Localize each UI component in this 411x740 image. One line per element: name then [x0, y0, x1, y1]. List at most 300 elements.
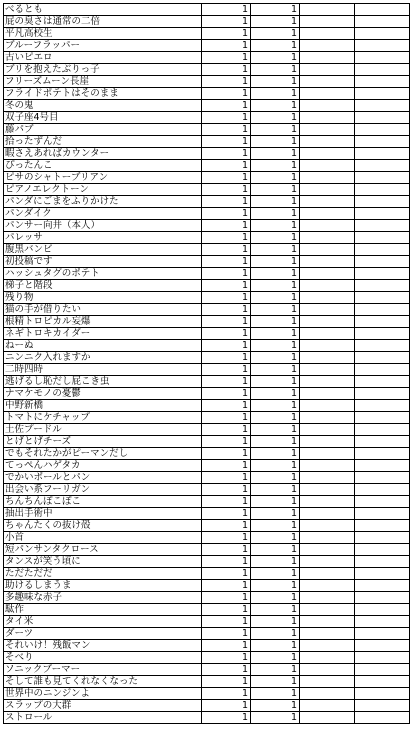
name-cell[interactable]: ソニックブーマー	[4, 664, 202, 676]
empty-cell-2[interactable]	[355, 544, 410, 556]
empty-cell-1[interactable]	[300, 148, 355, 160]
name-cell[interactable]: 世界中のニンジンよ	[4, 688, 202, 700]
value-cell-1[interactable]: 1	[202, 328, 251, 340]
empty-cell-2[interactable]	[355, 88, 410, 100]
empty-cell-2[interactable]	[355, 616, 410, 628]
empty-cell-2[interactable]	[355, 28, 410, 40]
value-cell-1[interactable]: 1	[202, 700, 251, 712]
value-cell-2[interactable]: 1	[251, 244, 300, 256]
value-cell-1[interactable]: 1	[202, 4, 251, 16]
value-cell-1[interactable]: 1	[202, 292, 251, 304]
value-cell-2[interactable]: 1	[251, 340, 300, 352]
empty-cell-1[interactable]	[300, 664, 355, 676]
empty-cell-2[interactable]	[355, 16, 410, 28]
value-cell-1[interactable]: 1	[202, 280, 251, 292]
value-cell-2[interactable]: 1	[251, 460, 300, 472]
empty-cell-2[interactable]	[355, 40, 410, 52]
value-cell-2[interactable]: 1	[251, 76, 300, 88]
empty-cell-2[interactable]	[355, 124, 410, 136]
value-cell-1[interactable]: 1	[202, 16, 251, 28]
empty-cell-1[interactable]	[300, 256, 355, 268]
name-cell[interactable]: トマトにケチャップ	[4, 412, 202, 424]
value-cell-1[interactable]: 1	[202, 364, 251, 376]
empty-cell-1[interactable]	[300, 76, 355, 88]
value-cell-1[interactable]: 1	[202, 304, 251, 316]
value-cell-1[interactable]: 1	[202, 568, 251, 580]
value-cell-2[interactable]: 1	[251, 28, 300, 40]
value-cell-2[interactable]: 1	[251, 220, 300, 232]
value-cell-1[interactable]: 1	[202, 376, 251, 388]
name-cell[interactable]: 多趣味な赤子	[4, 592, 202, 604]
empty-cell-1[interactable]	[300, 712, 355, 724]
empty-cell-1[interactable]	[300, 436, 355, 448]
value-cell-2[interactable]: 1	[251, 316, 300, 328]
empty-cell-1[interactable]	[300, 136, 355, 148]
empty-cell-2[interactable]	[355, 496, 410, 508]
value-cell-2[interactable]: 1	[251, 640, 300, 652]
value-cell-1[interactable]: 1	[202, 232, 251, 244]
value-cell-2[interactable]: 1	[251, 388, 300, 400]
value-cell-1[interactable]: 1	[202, 136, 251, 148]
name-cell[interactable]: 小首	[4, 532, 202, 544]
value-cell-2[interactable]: 1	[251, 40, 300, 52]
value-cell-1[interactable]: 1	[202, 688, 251, 700]
empty-cell-2[interactable]	[355, 76, 410, 88]
name-cell[interactable]: べるとも	[4, 4, 202, 16]
name-cell[interactable]: 短パンサンタクロース	[4, 544, 202, 556]
value-cell-2[interactable]: 1	[251, 448, 300, 460]
empty-cell-2[interactable]	[355, 508, 410, 520]
empty-cell-1[interactable]	[300, 220, 355, 232]
value-cell-2[interactable]: 1	[251, 544, 300, 556]
value-cell-1[interactable]: 1	[202, 448, 251, 460]
value-cell-1[interactable]: 1	[202, 604, 251, 616]
value-cell-2[interactable]: 1	[251, 652, 300, 664]
empty-cell-2[interactable]	[355, 316, 410, 328]
name-cell[interactable]: 初投稿です	[4, 256, 202, 268]
empty-cell-2[interactable]	[355, 376, 410, 388]
empty-cell-1[interactable]	[300, 40, 355, 52]
value-cell-1[interactable]: 1	[202, 592, 251, 604]
value-cell-2[interactable]: 1	[251, 136, 300, 148]
empty-cell-1[interactable]	[300, 532, 355, 544]
empty-cell-1[interactable]	[300, 472, 355, 484]
value-cell-2[interactable]: 1	[251, 16, 300, 28]
name-cell[interactable]: 暇さえあればカウンター	[4, 148, 202, 160]
value-cell-2[interactable]: 1	[251, 364, 300, 376]
empty-cell-2[interactable]	[355, 232, 410, 244]
name-cell[interactable]: ストロール	[4, 712, 202, 724]
empty-cell-2[interactable]	[355, 112, 410, 124]
empty-cell-1[interactable]	[300, 520, 355, 532]
value-cell-2[interactable]: 1	[251, 604, 300, 616]
name-cell[interactable]: フライドポテトはそのまま	[4, 88, 202, 100]
value-cell-2[interactable]: 1	[251, 88, 300, 100]
name-cell[interactable]: ねーぬ	[4, 340, 202, 352]
empty-cell-1[interactable]	[300, 112, 355, 124]
empty-cell-1[interactable]	[300, 160, 355, 172]
value-cell-2[interactable]: 1	[251, 436, 300, 448]
name-cell[interactable]: ネギトロキカイダー	[4, 328, 202, 340]
value-cell-2[interactable]: 1	[251, 292, 300, 304]
empty-cell-1[interactable]	[300, 616, 355, 628]
empty-cell-1[interactable]	[300, 556, 355, 568]
value-cell-1[interactable]: 1	[202, 148, 251, 160]
name-cell[interactable]: 梯子と階段	[4, 280, 202, 292]
name-cell[interactable]: 平凡高校生	[4, 28, 202, 40]
name-cell[interactable]: 助けるしまうま	[4, 580, 202, 592]
value-cell-2[interactable]: 1	[251, 52, 300, 64]
empty-cell-1[interactable]	[300, 292, 355, 304]
empty-cell-1[interactable]	[300, 400, 355, 412]
empty-cell-1[interactable]	[300, 628, 355, 640]
value-cell-1[interactable]: 1	[202, 472, 251, 484]
empty-cell-1[interactable]	[300, 16, 355, 28]
empty-cell-2[interactable]	[355, 220, 410, 232]
empty-cell-1[interactable]	[300, 652, 355, 664]
empty-cell-1[interactable]	[300, 208, 355, 220]
value-cell-1[interactable]: 1	[202, 412, 251, 424]
value-cell-1[interactable]: 1	[202, 352, 251, 364]
empty-cell-2[interactable]	[355, 172, 410, 184]
value-cell-1[interactable]: 1	[202, 112, 251, 124]
name-cell[interactable]: 双子座4号目	[4, 112, 202, 124]
name-cell[interactable]: そべり	[4, 652, 202, 664]
empty-cell-1[interactable]	[300, 364, 355, 376]
empty-cell-2[interactable]	[355, 400, 410, 412]
empty-cell-2[interactable]	[355, 532, 410, 544]
name-cell[interactable]: 出会い系フーリガン	[4, 484, 202, 496]
value-cell-2[interactable]: 1	[251, 184, 300, 196]
name-cell[interactable]: 藤パブ	[4, 124, 202, 136]
value-cell-2[interactable]: 1	[251, 616, 300, 628]
value-cell-1[interactable]: 1	[202, 244, 251, 256]
value-cell-1[interactable]: 1	[202, 520, 251, 532]
empty-cell-1[interactable]	[300, 268, 355, 280]
empty-cell-2[interactable]	[355, 712, 410, 724]
name-cell[interactable]: 土佐プードル	[4, 424, 202, 436]
empty-cell-1[interactable]	[300, 64, 355, 76]
name-cell[interactable]: 残り物	[4, 292, 202, 304]
name-cell[interactable]: そして誰も見てくれなくなった	[4, 676, 202, 688]
empty-cell-1[interactable]	[300, 244, 355, 256]
empty-cell-2[interactable]	[355, 700, 410, 712]
name-cell[interactable]: タイ米	[4, 616, 202, 628]
name-cell[interactable]: ニンニク入れますか	[4, 352, 202, 364]
value-cell-2[interactable]: 1	[251, 700, 300, 712]
value-cell-2[interactable]: 1	[251, 496, 300, 508]
value-cell-2[interactable]: 1	[251, 628, 300, 640]
empty-cell-2[interactable]	[355, 244, 410, 256]
value-cell-2[interactable]: 1	[251, 172, 300, 184]
empty-cell-2[interactable]	[355, 148, 410, 160]
empty-cell-2[interactable]	[355, 4, 410, 16]
name-cell[interactable]: フリーズムーン長崖	[4, 76, 202, 88]
value-cell-2[interactable]: 1	[251, 580, 300, 592]
name-cell[interactable]: ナマケモノの憂鬱	[4, 388, 202, 400]
value-cell-1[interactable]: 1	[202, 676, 251, 688]
empty-cell-2[interactable]	[355, 448, 410, 460]
value-cell-2[interactable]: 1	[251, 520, 300, 532]
empty-cell-1[interactable]	[300, 100, 355, 112]
value-cell-1[interactable]: 1	[202, 76, 251, 88]
empty-cell-2[interactable]	[355, 592, 410, 604]
empty-cell-2[interactable]	[355, 100, 410, 112]
value-cell-2[interactable]: 1	[251, 412, 300, 424]
value-cell-2[interactable]: 1	[251, 160, 300, 172]
empty-cell-2[interactable]	[355, 436, 410, 448]
value-cell-2[interactable]: 1	[251, 148, 300, 160]
empty-cell-2[interactable]	[355, 604, 410, 616]
value-cell-1[interactable]: 1	[202, 664, 251, 676]
name-cell[interactable]: 二時四時	[4, 364, 202, 376]
value-cell-1[interactable]: 1	[202, 172, 251, 184]
value-cell-1[interactable]: 1	[202, 628, 251, 640]
value-cell-2[interactable]: 1	[251, 424, 300, 436]
name-cell[interactable]: パンダにごまをふりかけた	[4, 196, 202, 208]
value-cell-2[interactable]: 1	[251, 100, 300, 112]
value-cell-2[interactable]: 1	[251, 256, 300, 268]
value-cell-1[interactable]: 1	[202, 652, 251, 664]
value-cell-1[interactable]: 1	[202, 340, 251, 352]
empty-cell-2[interactable]	[355, 676, 410, 688]
empty-cell-2[interactable]	[355, 328, 410, 340]
empty-cell-2[interactable]	[355, 136, 410, 148]
value-cell-1[interactable]: 1	[202, 532, 251, 544]
empty-cell-1[interactable]	[300, 196, 355, 208]
empty-cell-1[interactable]	[300, 28, 355, 40]
empty-cell-2[interactable]	[355, 460, 410, 472]
value-cell-2[interactable]: 1	[251, 304, 300, 316]
value-cell-1[interactable]: 1	[202, 316, 251, 328]
value-cell-1[interactable]: 1	[202, 52, 251, 64]
empty-cell-1[interactable]	[300, 592, 355, 604]
empty-cell-1[interactable]	[300, 568, 355, 580]
empty-cell-2[interactable]	[355, 484, 410, 496]
value-cell-1[interactable]: 1	[202, 508, 251, 520]
value-cell-2[interactable]: 1	[251, 376, 300, 388]
value-cell-2[interactable]: 1	[251, 328, 300, 340]
empty-cell-2[interactable]	[355, 664, 410, 676]
value-cell-2[interactable]: 1	[251, 712, 300, 724]
empty-cell-2[interactable]	[355, 256, 410, 268]
value-cell-2[interactable]: 1	[251, 688, 300, 700]
empty-cell-2[interactable]	[355, 304, 410, 316]
value-cell-2[interactable]: 1	[251, 400, 300, 412]
value-cell-1[interactable]: 1	[202, 268, 251, 280]
empty-cell-1[interactable]	[300, 508, 355, 520]
name-cell[interactable]: でかいボールとパン	[4, 472, 202, 484]
value-cell-2[interactable]: 1	[251, 208, 300, 220]
empty-cell-1[interactable]	[300, 52, 355, 64]
empty-cell-1[interactable]	[300, 496, 355, 508]
name-cell[interactable]: ブルーフラッパー	[4, 40, 202, 52]
name-cell[interactable]: ブリを抱えたぶりっ子	[4, 64, 202, 76]
empty-cell-2[interactable]	[355, 280, 410, 292]
name-cell[interactable]: 逃げるし恥だし屁こき虫	[4, 376, 202, 388]
empty-cell-2[interactable]	[355, 472, 410, 484]
empty-cell-1[interactable]	[300, 280, 355, 292]
name-cell[interactable]: 拾ったずんだ	[4, 136, 202, 148]
value-cell-2[interactable]: 1	[251, 532, 300, 544]
empty-cell-1[interactable]	[300, 340, 355, 352]
value-cell-1[interactable]: 1	[202, 580, 251, 592]
empty-cell-1[interactable]	[300, 580, 355, 592]
empty-cell-2[interactable]	[355, 424, 410, 436]
value-cell-1[interactable]: 1	[202, 100, 251, 112]
value-cell-1[interactable]: 1	[202, 544, 251, 556]
empty-cell-1[interactable]	[300, 184, 355, 196]
empty-cell-2[interactable]	[355, 640, 410, 652]
value-cell-2[interactable]: 1	[251, 352, 300, 364]
value-cell-1[interactable]: 1	[202, 640, 251, 652]
name-cell[interactable]: ちゃんたくの抜け殻	[4, 520, 202, 532]
empty-cell-1[interactable]	[300, 688, 355, 700]
value-cell-2[interactable]: 1	[251, 280, 300, 292]
name-cell[interactable]: パンダイク	[4, 208, 202, 220]
empty-cell-2[interactable]	[355, 160, 410, 172]
name-cell[interactable]: 古いピエロ	[4, 52, 202, 64]
name-cell[interactable]: 猫の手が借りたい	[4, 304, 202, 316]
name-cell[interactable]: 駄作	[4, 604, 202, 616]
name-cell[interactable]: てっぺんハゲタカ	[4, 460, 202, 472]
value-cell-2[interactable]: 1	[251, 196, 300, 208]
empty-cell-2[interactable]	[355, 196, 410, 208]
value-cell-2[interactable]: 1	[251, 556, 300, 568]
value-cell-1[interactable]: 1	[202, 424, 251, 436]
empty-cell-2[interactable]	[355, 520, 410, 532]
empty-cell-1[interactable]	[300, 544, 355, 556]
value-cell-2[interactable]: 1	[251, 568, 300, 580]
name-cell[interactable]: タンスが笑う頃に	[4, 556, 202, 568]
empty-cell-2[interactable]	[355, 184, 410, 196]
value-cell-2[interactable]: 1	[251, 472, 300, 484]
value-cell-1[interactable]: 1	[202, 388, 251, 400]
empty-cell-1[interactable]	[300, 232, 355, 244]
name-cell[interactable]: ハッシュタグのポテト	[4, 268, 202, 280]
value-cell-1[interactable]: 1	[202, 556, 251, 568]
value-cell-1[interactable]: 1	[202, 40, 251, 52]
empty-cell-2[interactable]	[355, 292, 410, 304]
empty-cell-1[interactable]	[300, 412, 355, 424]
value-cell-1[interactable]: 1	[202, 196, 251, 208]
name-cell[interactable]: 抽出手術中	[4, 508, 202, 520]
empty-cell-2[interactable]	[355, 268, 410, 280]
name-cell[interactable]: ぴったんこ	[4, 160, 202, 172]
value-cell-1[interactable]: 1	[202, 484, 251, 496]
empty-cell-1[interactable]	[300, 640, 355, 652]
value-cell-1[interactable]: 1	[202, 64, 251, 76]
name-cell[interactable]: スラップの大群	[4, 700, 202, 712]
value-cell-2[interactable]: 1	[251, 4, 300, 16]
name-cell[interactable]: とげとげチーズ	[4, 436, 202, 448]
name-cell[interactable]: 根精トロピカル妄爆	[4, 316, 202, 328]
value-cell-1[interactable]: 1	[202, 88, 251, 100]
empty-cell-2[interactable]	[355, 556, 410, 568]
empty-cell-1[interactable]	[300, 304, 355, 316]
empty-cell-1[interactable]	[300, 700, 355, 712]
value-cell-1[interactable]: 1	[202, 124, 251, 136]
value-cell-2[interactable]: 1	[251, 268, 300, 280]
empty-cell-2[interactable]	[355, 568, 410, 580]
value-cell-2[interactable]: 1	[251, 232, 300, 244]
empty-cell-2[interactable]	[355, 412, 410, 424]
empty-cell-2[interactable]	[355, 64, 410, 76]
empty-cell-2[interactable]	[355, 208, 410, 220]
empty-cell-1[interactable]	[300, 316, 355, 328]
value-cell-1[interactable]: 1	[202, 160, 251, 172]
value-cell-1[interactable]: 1	[202, 496, 251, 508]
empty-cell-1[interactable]	[300, 376, 355, 388]
empty-cell-2[interactable]	[355, 580, 410, 592]
empty-cell-1[interactable]	[300, 124, 355, 136]
name-cell[interactable]: ピサのシャトーブリアン	[4, 172, 202, 184]
name-cell[interactable]: 中野新橋	[4, 400, 202, 412]
empty-cell-1[interactable]	[300, 484, 355, 496]
value-cell-2[interactable]: 1	[251, 124, 300, 136]
value-cell-2[interactable]: 1	[251, 484, 300, 496]
value-cell-2[interactable]: 1	[251, 112, 300, 124]
empty-cell-2[interactable]	[355, 652, 410, 664]
value-cell-2[interactable]: 1	[251, 664, 300, 676]
value-cell-1[interactable]: 1	[202, 400, 251, 412]
empty-cell-1[interactable]	[300, 88, 355, 100]
empty-cell-2[interactable]	[355, 364, 410, 376]
value-cell-2[interactable]: 1	[251, 508, 300, 520]
value-cell-2[interactable]: 1	[251, 676, 300, 688]
empty-cell-1[interactable]	[300, 604, 355, 616]
name-cell[interactable]: 腹黒バンビ	[4, 244, 202, 256]
empty-cell-2[interactable]	[355, 388, 410, 400]
value-cell-1[interactable]: 1	[202, 184, 251, 196]
name-cell[interactable]: ダーツ	[4, 628, 202, 640]
name-cell[interactable]: ちんちんぽこぽこ	[4, 496, 202, 508]
value-cell-2[interactable]: 1	[251, 64, 300, 76]
value-cell-1[interactable]: 1	[202, 436, 251, 448]
empty-cell-1[interactable]	[300, 388, 355, 400]
value-cell-1[interactable]: 1	[202, 208, 251, 220]
value-cell-1[interactable]: 1	[202, 460, 251, 472]
name-cell[interactable]: パンサー向井（本人）	[4, 220, 202, 232]
name-cell[interactable]: それいけ！残飯マン	[4, 640, 202, 652]
value-cell-1[interactable]: 1	[202, 256, 251, 268]
name-cell[interactable]: でもそれたかがピーマンだし	[4, 448, 202, 460]
empty-cell-1[interactable]	[300, 352, 355, 364]
empty-cell-1[interactable]	[300, 4, 355, 16]
value-cell-2[interactable]: 1	[251, 592, 300, 604]
empty-cell-1[interactable]	[300, 448, 355, 460]
empty-cell-2[interactable]	[355, 52, 410, 64]
empty-cell-2[interactable]	[355, 352, 410, 364]
name-cell[interactable]: 冬の鬼	[4, 100, 202, 112]
value-cell-1[interactable]: 1	[202, 220, 251, 232]
value-cell-1[interactable]: 1	[202, 712, 251, 724]
name-cell[interactable]: パレッサ	[4, 232, 202, 244]
empty-cell-1[interactable]	[300, 172, 355, 184]
empty-cell-1[interactable]	[300, 676, 355, 688]
name-cell[interactable]: ピアノエレクトーン	[4, 184, 202, 196]
empty-cell-2[interactable]	[355, 628, 410, 640]
name-cell[interactable]: ただただだ	[4, 568, 202, 580]
empty-cell-2[interactable]	[355, 688, 410, 700]
value-cell-1[interactable]: 1	[202, 616, 251, 628]
value-cell-1[interactable]: 1	[202, 28, 251, 40]
empty-cell-1[interactable]	[300, 328, 355, 340]
empty-cell-1[interactable]	[300, 424, 355, 436]
name-cell[interactable]: 屁の臭さは通常の二倍	[4, 16, 202, 28]
empty-cell-2[interactable]	[355, 340, 410, 352]
empty-cell-1[interactable]	[300, 460, 355, 472]
